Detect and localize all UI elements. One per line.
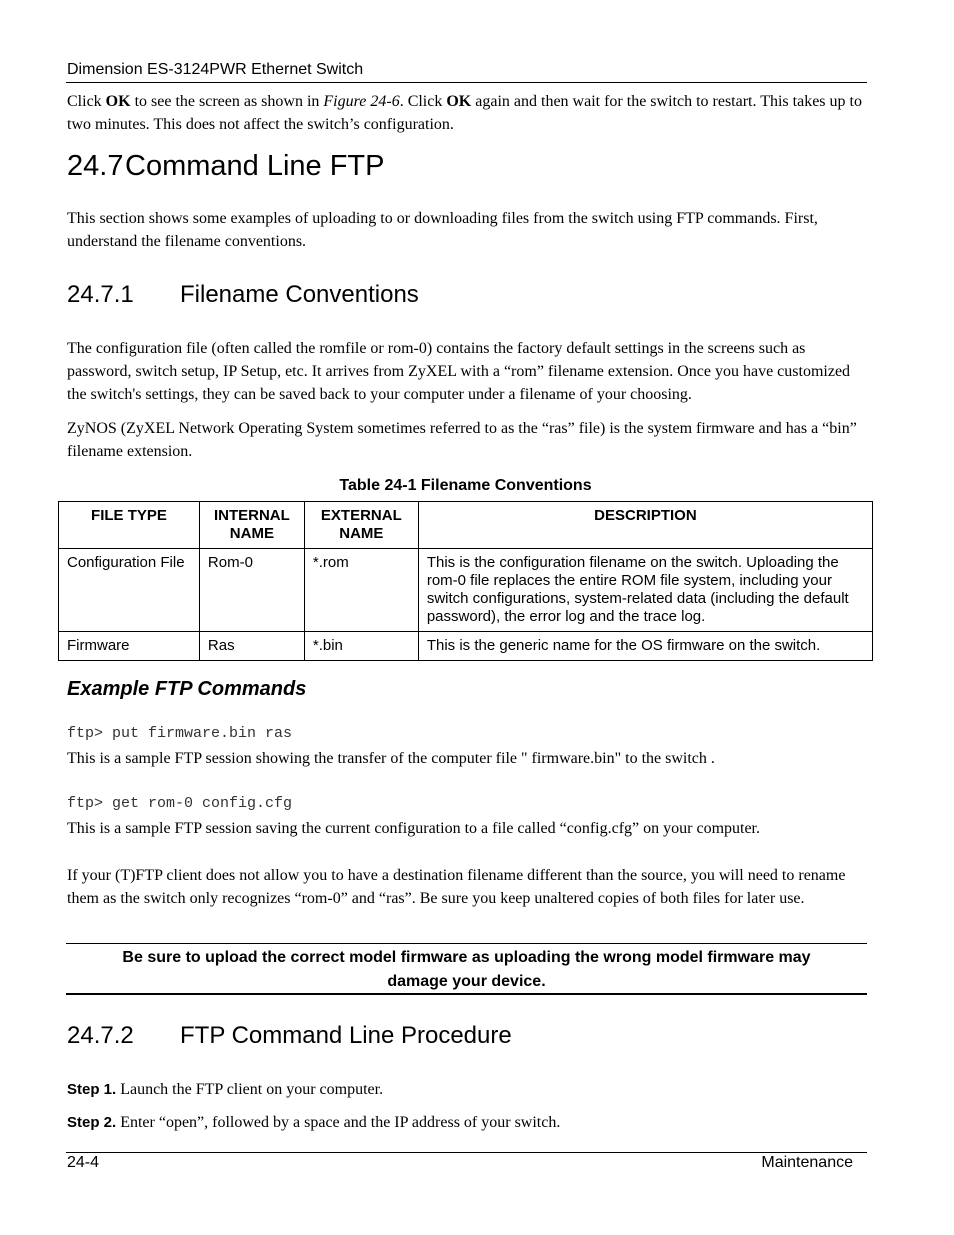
- table-cell: *.rom: [304, 549, 418, 632]
- warning-top-rule: [66, 943, 867, 944]
- table-cell: Ras: [199, 632, 304, 661]
- subsection-heading-ftp-procedure: [67, 1022, 512, 1050]
- table-cell: This is the configuration filename on the switch. Uploading the rom-0 file replaces the entire ROM file system, including your switch configurations, system-related data (including the default password), the error log and the trace log.: [418, 549, 872, 632]
- subsection-title: Filename Conventions: [180, 281, 419, 308]
- header-external-name: EXTERNAL NAME: [304, 502, 418, 549]
- table-caption: Table 24-1 Filename Conventions: [339, 477, 592, 494]
- header-internal-name: INTERNAL NAME: [199, 502, 304, 549]
- ok-term-2: OK: [446, 93, 472, 110]
- warning-line-2: damage your device.: [387, 973, 546, 990]
- step-label: Step 2.: [67, 1114, 117, 1131]
- subsection-heading-filename-conventions: [67, 281, 419, 309]
- table-cell: *.bin: [304, 632, 418, 661]
- table-cell: This is the generic name for the OS firmware on the switch.: [418, 632, 872, 661]
- intro-text-d: again and then wait for the switch to restart. This takes up to two minutes. This does not affect the switch’s configuration.: [67, 93, 862, 133]
- zynos-paragraph: ZyNOS (ZyXEL Network Operating System sometimes referred to as the “ras” file) is the system firmware and has a “bin” filename extension.: [67, 420, 857, 460]
- header-rule: [66, 82, 867, 83]
- table-cell: Firmware: [59, 632, 200, 661]
- warning-line-1: Be sure to upload the correct model firmware as uploading the wrong model firmware may: [122, 949, 811, 966]
- put-command-description: This is a sample FTP session showing the transfer of the computer file " firmware.bin" to the switch .: [67, 750, 715, 767]
- warning-bottom-rule: [66, 993, 867, 995]
- intro-text-c: . Click: [399, 93, 447, 110]
- subsection-title: FTP Command Line Procedure: [180, 1022, 512, 1049]
- subsection-number: 24.7.1: [67, 281, 134, 308]
- table-row: [59, 632, 873, 661]
- filename-conventions-table: [58, 501, 873, 661]
- table-row: [59, 549, 873, 632]
- get-command-description: This is a sample FTP session saving the current configuration to a file called “config.cfg” on your computer.: [67, 820, 760, 837]
- table-cell: Rom-0: [199, 549, 304, 632]
- firmware-warning: [66, 946, 867, 994]
- intro-text-a: Click: [67, 93, 106, 110]
- section-number: 24.7: [67, 150, 124, 182]
- step-text: Enter “open”, followed by a space and the IP address of your switch.: [116, 1114, 561, 1131]
- step-2: [67, 1114, 560, 1132]
- table-cell: Configuration File: [59, 549, 200, 632]
- intro-text-b: to see the screen as shown in: [130, 93, 324, 110]
- footer-rule: [66, 1152, 867, 1153]
- section-intro-paragraph: This section shows some examples of uploading to or downloading files from the switch using FTP commands. First, understand the filename conventions.: [67, 210, 818, 250]
- step-label: Step 1.: [67, 1081, 117, 1098]
- page-number: 24-4: [67, 1154, 100, 1171]
- step-1: [67, 1081, 383, 1099]
- running-header: Dimension ES-3124PWR Ethernet Switch: [67, 61, 364, 78]
- table-header-row: [59, 502, 873, 549]
- section-heading: [67, 150, 385, 183]
- header-description: DESCRIPTION: [418, 502, 872, 549]
- ok-term-1: OK: [105, 93, 131, 110]
- chapter-name: Maintenance: [761, 1154, 853, 1171]
- subsection-number: 24.7.2: [67, 1022, 134, 1049]
- figure-reference-link[interactable]: Figure 24-6: [323, 93, 400, 110]
- step-text: Launch the FTP client on your computer.: [116, 1081, 384, 1098]
- code-put-command: ftp> put firmware.bin ras: [67, 725, 293, 742]
- intro-paragraph: [67, 90, 867, 136]
- code-get-command: ftp> get rom-0 config.cfg: [67, 795, 293, 812]
- example-commands-heading: Example FTP Commands: [67, 678, 307, 700]
- tftp-client-paragraph: If your (T)FTP client does not allow you to have a destination filename different than the source, you will need to rename them as the switch only recognizes “rom-0” and “ras”. Be sure you keep unaltered copies of both files for later use.: [67, 867, 846, 907]
- section-title: Command Line FTP: [125, 150, 385, 182]
- header-file-type: FILE TYPE: [59, 502, 200, 549]
- config-file-paragraph: The configuration file (often called the romfile or rom-0) contains the factory default settings in the screens such as password, switch setup, IP Setup, etc. It arrives from ZyXEL with a “rom” filename extension. Once you have customized the switch's settings, they can be saved back to your computer under a filename of your choosing.: [67, 340, 851, 403]
